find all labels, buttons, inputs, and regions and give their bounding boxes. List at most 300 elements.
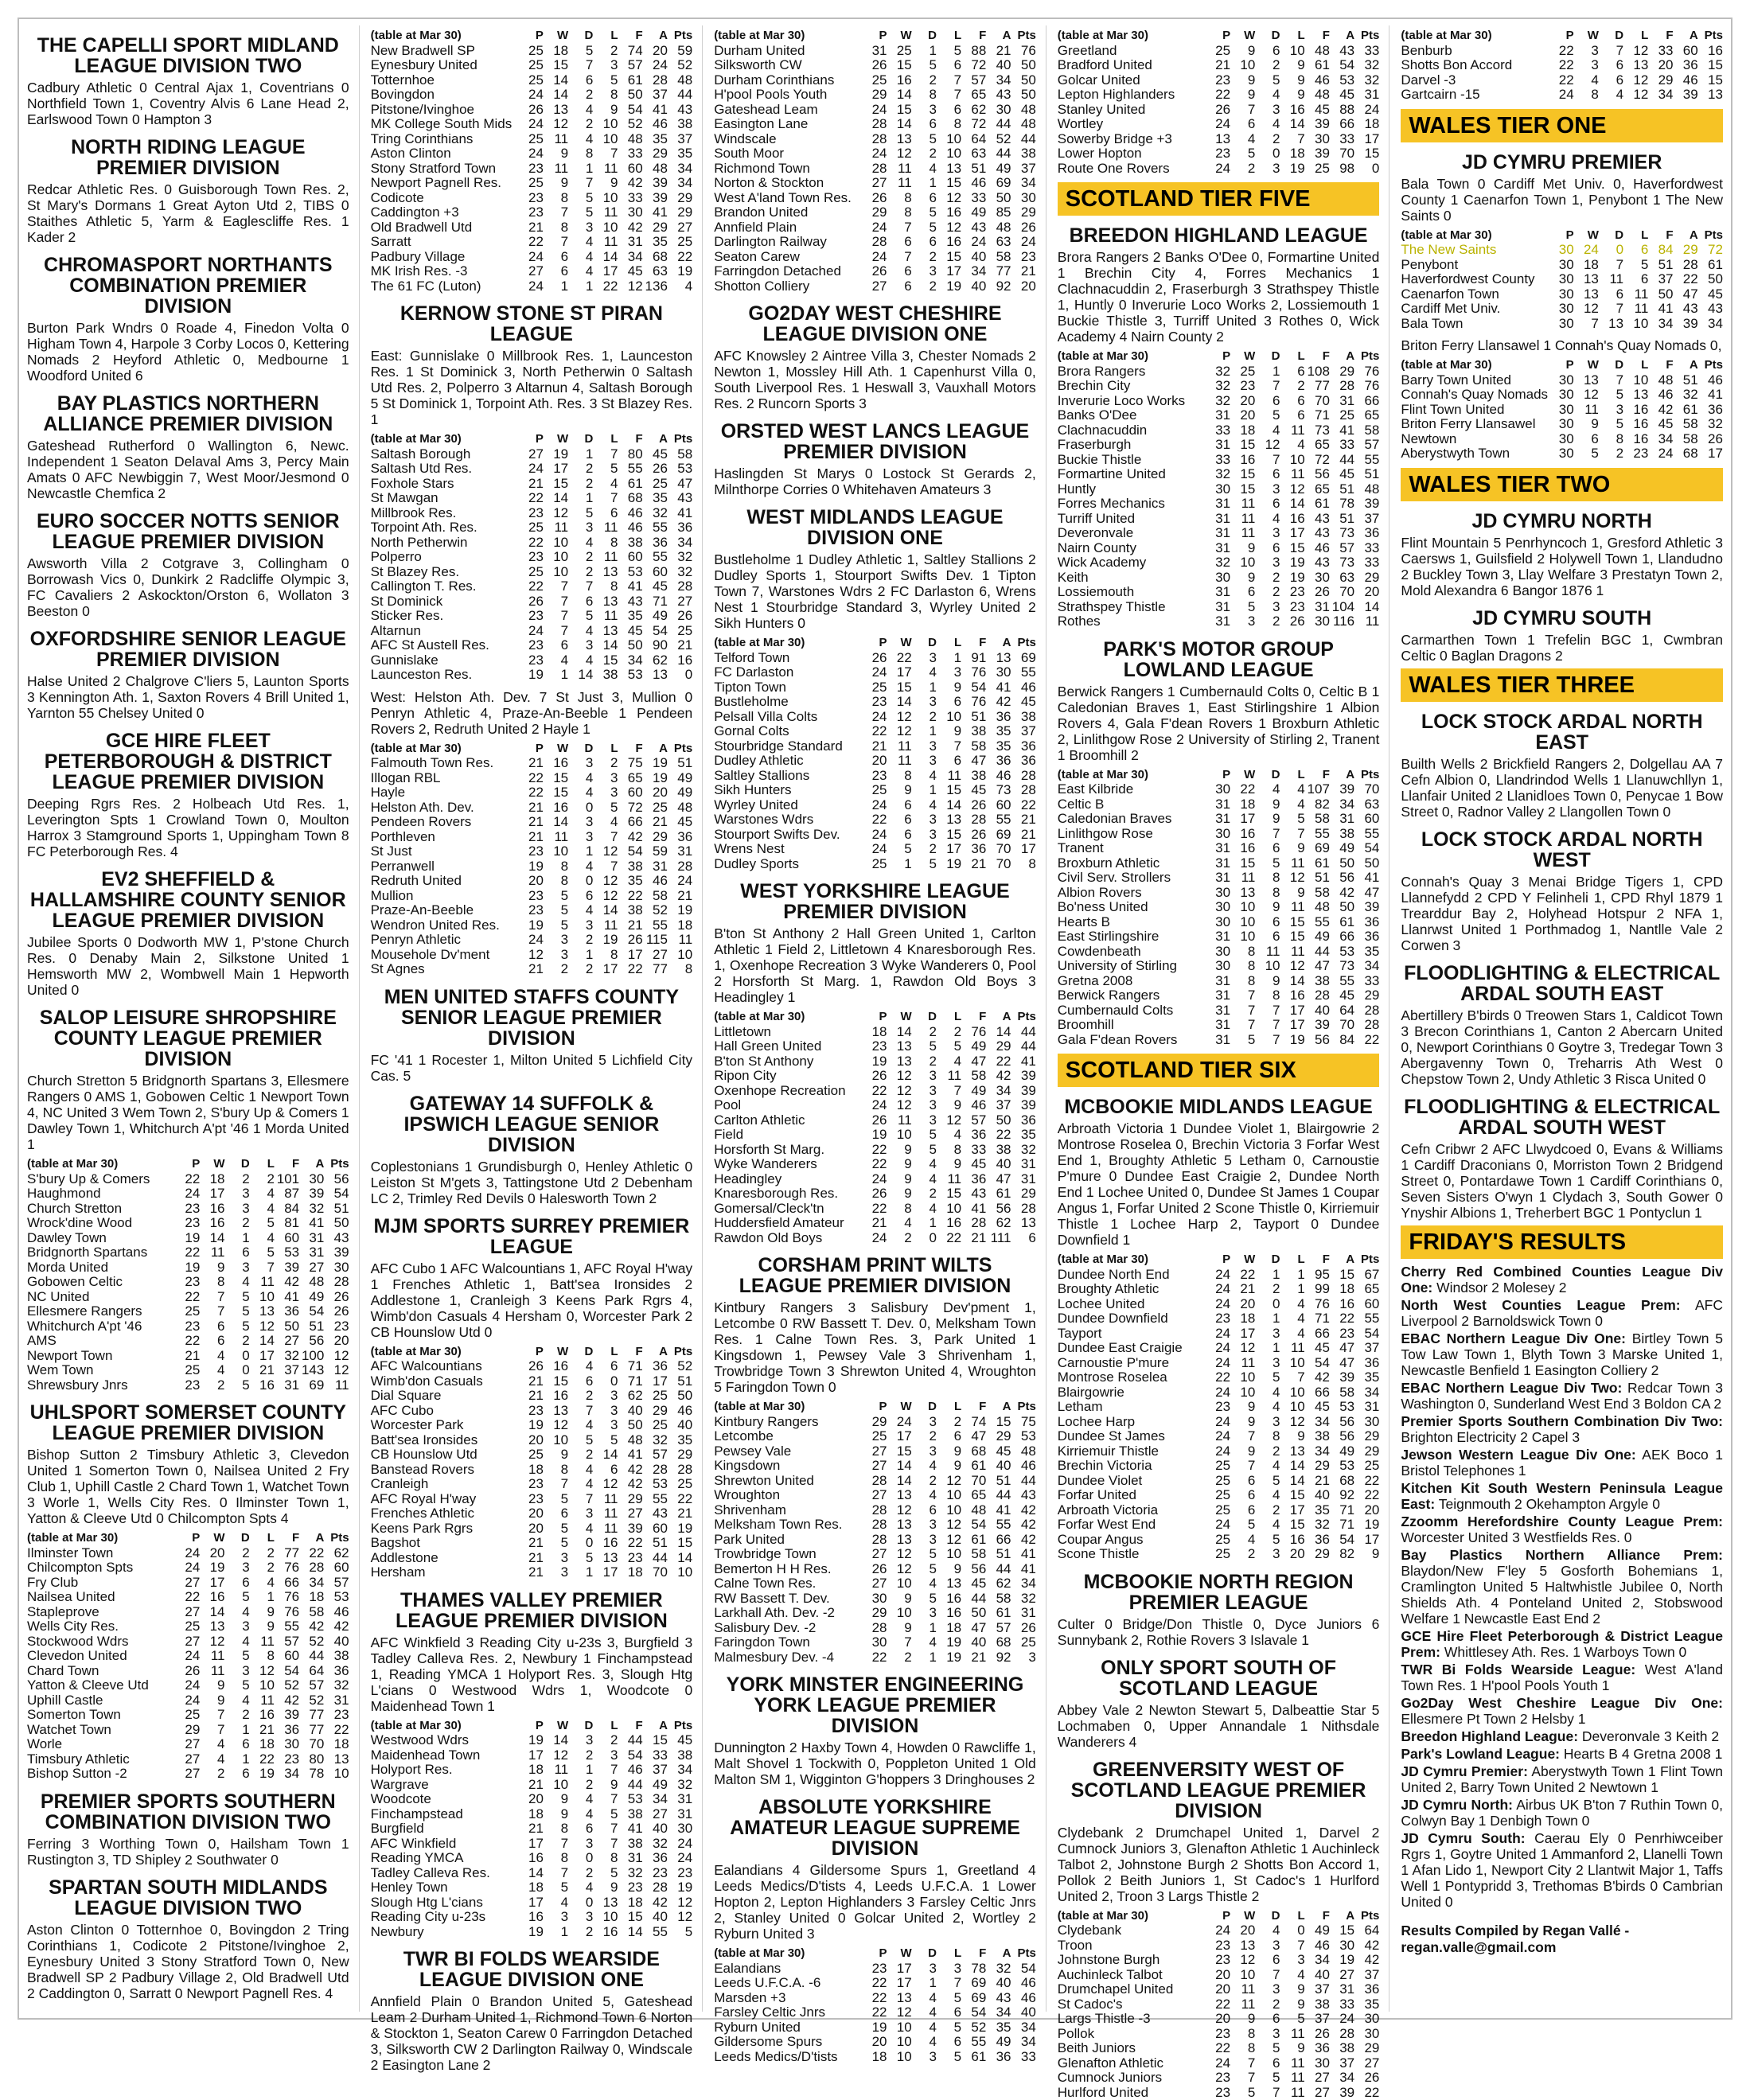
stat-cell: 24 bbox=[862, 828, 887, 843]
stat-cell: 3 bbox=[544, 1910, 568, 1925]
stat-cell: 49 bbox=[299, 1290, 324, 1305]
stat-cell: 26 bbox=[862, 191, 887, 206]
stat-cell: 5 bbox=[937, 1991, 961, 2006]
header-w: W bbox=[200, 1157, 224, 1172]
stat-cell: 9 bbox=[1230, 73, 1255, 88]
stat-cell: 24 bbox=[1206, 1297, 1230, 1312]
stat-cell: 5 bbox=[225, 1649, 250, 1664]
stat-cell: 10 bbox=[937, 710, 961, 725]
stat-cell: 6 bbox=[225, 1737, 250, 1752]
team-name: Calne Town Res. bbox=[714, 1576, 862, 1592]
header-d: D bbox=[568, 1345, 593, 1360]
stat-cell: 21 bbox=[1230, 1282, 1255, 1297]
stat-cell: 40 bbox=[324, 1634, 349, 1650]
league-table bbox=[27, 1531, 349, 1782]
stat-cell: 27 bbox=[862, 1459, 887, 1474]
stat-cell: 22 bbox=[986, 1128, 1011, 1143]
header-p: P bbox=[519, 29, 544, 44]
friday-scores: Brighton Electricity 2 Capel 3 bbox=[1401, 1429, 1580, 1445]
stat-cell: 17 bbox=[593, 264, 618, 279]
stat-cell: 21 bbox=[519, 220, 544, 236]
header-f: F bbox=[961, 29, 986, 44]
league-heading: THAMES VALLEY PREMIER LEAGUE PREMIER DIVISION bbox=[371, 1590, 693, 1631]
stat-cell: 40 bbox=[1305, 1968, 1330, 1983]
table-row bbox=[714, 651, 1036, 666]
stat-cell: 9 bbox=[887, 1621, 912, 1636]
stat-cell: 61 bbox=[618, 73, 643, 88]
stat-cell: 42 bbox=[986, 695, 1011, 710]
stat-cell: 21 bbox=[862, 1216, 887, 1231]
stat-cell: 37 bbox=[643, 1763, 668, 1778]
stat-cell: 11 bbox=[1280, 2056, 1305, 2071]
stat-cell: 55 bbox=[1305, 915, 1330, 930]
table-row bbox=[371, 801, 693, 816]
stat-cell: 11 bbox=[1280, 423, 1305, 438]
stat-cell: 31 bbox=[862, 44, 887, 59]
stat-cell: 9 bbox=[887, 1186, 912, 1202]
stat-cell: 62 bbox=[961, 103, 986, 118]
team-name: Worle bbox=[27, 1737, 175, 1752]
stat-cell: 76 bbox=[961, 665, 986, 680]
table-row bbox=[714, 1084, 1036, 1099]
stat-cell: 9 bbox=[887, 783, 912, 798]
stat-cell: 31 bbox=[1206, 585, 1230, 600]
stat-cell: 8 bbox=[887, 191, 912, 206]
stat-cell: 22 bbox=[1206, 2041, 1230, 2056]
stat-cell: 30 bbox=[1354, 2027, 1379, 2042]
stat-cell: 5 bbox=[544, 1536, 568, 1551]
table-row bbox=[714, 279, 1036, 294]
stat-cell: 29 bbox=[862, 205, 887, 220]
table-row bbox=[1058, 1415, 1380, 1430]
stat-cell: 12 bbox=[1280, 959, 1305, 974]
stat-cell: 31 bbox=[1354, 88, 1379, 103]
table-row bbox=[1401, 58, 1723, 73]
stat-cell: 101 bbox=[275, 1172, 299, 1187]
stat-cell: 21 bbox=[519, 962, 544, 977]
results-text: B'ton St Anthony 2 Hall Green United 1, Carlton Athletic 1 Field 2, Littletown 4 Knaresborough Res. 1, Oxenhope Recreation 3 Wyke Wanderers 0, Pool 2 Horsforth St Marg. 1, Rawdon Old Boys 3 Headingley 1 bbox=[714, 925, 1036, 1005]
stat-cell: 75 bbox=[1011, 1415, 1036, 1430]
stat-cell: 30 bbox=[862, 1592, 887, 1607]
stat-cell: 22 bbox=[519, 771, 544, 786]
team-name: Farsley Celtic Jnrs bbox=[714, 2005, 862, 2020]
league-heading: CHROMASPORT NORTHANTS COMBINATION PREMIER DIVISION bbox=[27, 255, 349, 317]
stat-cell: 2 bbox=[568, 117, 593, 132]
stat-cell: 36 bbox=[668, 520, 692, 536]
stat-cell: 24 bbox=[175, 1186, 200, 1202]
stat-cell: 10 bbox=[593, 132, 618, 147]
stat-cell: 18 bbox=[1230, 797, 1255, 812]
stat-cell: 3 bbox=[1230, 614, 1255, 629]
stat-cell: 2 bbox=[250, 1172, 275, 1187]
table-row bbox=[371, 844, 693, 859]
stat-cell: 43 bbox=[1305, 526, 1330, 541]
table-row bbox=[27, 1708, 349, 1723]
stat-cell: 50 bbox=[1330, 856, 1354, 871]
results-text: AFC Winkfield 3 Reading City u-23s 3, Burgfield 3 Tadley Calleva Res. 2, Newbury 1 Finchampstead 1, Reading YMCA 1 Holyport Res. 3, Slough Htg L'cians 0 Westwood Wdrs 1, Woodcote 0 Maidenhead Town 1 bbox=[371, 1634, 693, 1714]
stat-cell: 4 bbox=[912, 1202, 937, 1217]
stat-cell: 15 bbox=[1698, 73, 1723, 88]
stat-cell: 3 bbox=[225, 1186, 250, 1202]
stat-cell: 25 bbox=[668, 235, 692, 250]
table-row bbox=[1058, 132, 1380, 147]
league-heading: GREENVERSITY WEST OF SCOTLAND LEAGUE PREMIER DIVISION bbox=[1058, 1759, 1380, 1821]
stat-cell: 29 bbox=[862, 1606, 887, 1621]
stat-cell: 7 bbox=[200, 1708, 224, 1723]
table-row bbox=[371, 1374, 693, 1389]
stat-cell: 32 bbox=[1206, 467, 1230, 482]
stat-cell: 9 bbox=[1230, 541, 1255, 556]
stat-cell: 19 bbox=[937, 1650, 961, 1666]
stat-cell: 6 bbox=[887, 279, 912, 294]
team-name: S'bury Up & Comers bbox=[27, 1172, 175, 1187]
team-name: Dundee St James bbox=[1058, 1429, 1206, 1444]
stat-cell: 42 bbox=[1011, 1503, 1036, 1518]
header-f: F bbox=[618, 1719, 643, 1734]
team-name: Scone Thistle bbox=[1058, 1547, 1206, 1562]
league-heading: GO2DAY WEST CHESHIRE LEAGUE DIVISION ONE bbox=[714, 303, 1036, 345]
stat-cell: 16 bbox=[1623, 432, 1648, 447]
stat-cell: 46 bbox=[618, 1763, 643, 1778]
stat-cell: 53 bbox=[618, 668, 643, 683]
table-header-row bbox=[371, 1345, 693, 1360]
league-heading: BAY PLASTICS NORTHERN ALLIANCE PREMIER DIVISION bbox=[27, 393, 349, 434]
team-name: South Moor bbox=[714, 146, 862, 162]
stat-cell: 2 bbox=[568, 1925, 593, 1940]
stat-cell: 23 bbox=[1230, 379, 1255, 394]
table-row bbox=[371, 279, 693, 294]
stat-cell: 34 bbox=[1330, 797, 1354, 812]
stat-cell: 39 bbox=[618, 1521, 643, 1537]
stat-cell: 28 bbox=[862, 117, 887, 132]
stat-cell: 7 bbox=[593, 859, 618, 875]
stat-cell: 41 bbox=[1354, 871, 1379, 886]
stat-cell: 22 bbox=[618, 1536, 643, 1551]
table-row bbox=[27, 1290, 349, 1305]
table-row bbox=[27, 1363, 349, 1378]
stat-cell: 14 bbox=[1280, 1474, 1305, 1489]
stat-cell: 51 bbox=[668, 756, 692, 771]
table-row bbox=[1058, 146, 1380, 162]
stat-cell: 45 bbox=[986, 1444, 1011, 1459]
team-name: Connah's Quay Nomads bbox=[1401, 388, 1549, 403]
stat-cell: 12 bbox=[544, 1418, 568, 1433]
stat-cell: 25 bbox=[643, 1389, 668, 1404]
table-row bbox=[371, 235, 693, 250]
header-d: D bbox=[1255, 29, 1280, 44]
header-d: D bbox=[225, 1157, 250, 1172]
stat-cell: 4 bbox=[1255, 1385, 1280, 1401]
header-a: A bbox=[1330, 349, 1354, 364]
table-row bbox=[1058, 2041, 1380, 2056]
stat-cell: 29 bbox=[1354, 2041, 1379, 2056]
league-table bbox=[714, 1946, 1036, 2064]
stat-cell: 33 bbox=[1206, 423, 1230, 438]
stat-cell: 9 bbox=[1280, 1429, 1305, 1444]
stat-cell: 19 bbox=[1354, 1518, 1379, 1533]
stat-cell: 10 bbox=[544, 536, 568, 551]
team-name: Dundee Violet bbox=[1058, 1474, 1206, 1489]
stat-cell: 2 bbox=[225, 1216, 250, 1231]
stat-cell: 2 bbox=[912, 1025, 937, 1040]
stat-cell: 28 bbox=[1305, 988, 1330, 1003]
stat-cell: 10 bbox=[668, 1565, 692, 1580]
stat-cell: 28 bbox=[643, 1463, 668, 1478]
header-w: W bbox=[544, 742, 568, 757]
stat-cell: 16 bbox=[1280, 988, 1305, 1003]
stat-cell: 25 bbox=[1206, 1547, 1230, 1562]
team-name: Leeds Medics/D'tists bbox=[714, 2050, 862, 2065]
stat-cell: 42 bbox=[1354, 1938, 1379, 1954]
table-row bbox=[371, 132, 693, 147]
team-name: Headingley bbox=[714, 1172, 862, 1187]
stat-cell: 57 bbox=[643, 1447, 668, 1463]
stat-cell: 31 bbox=[1354, 1400, 1379, 1415]
team-name: Seaton Carew bbox=[714, 250, 862, 265]
stat-cell: 23 bbox=[1330, 1327, 1354, 1342]
team-name: Codicote bbox=[371, 191, 519, 206]
team-name: Carnoustie P'mure bbox=[1058, 1356, 1206, 1371]
stat-cell: 2 bbox=[937, 1415, 961, 1430]
stat-cell: 14 bbox=[593, 1447, 618, 1463]
team-name: Kirriemuir Thistle bbox=[1058, 1444, 1206, 1459]
stat-cell: 15 bbox=[643, 1733, 668, 1748]
stat-cell: 7 bbox=[887, 250, 912, 265]
friday-league: JD Cymru South: bbox=[1401, 1830, 1525, 1846]
stat-cell: 12 bbox=[1623, 73, 1648, 88]
stat-cell: 50 bbox=[1011, 73, 1036, 88]
stat-cell: 69 bbox=[1305, 841, 1330, 856]
stat-cell: 18 bbox=[1354, 117, 1379, 132]
stat-cell: 90 bbox=[643, 638, 668, 653]
table-row bbox=[714, 1592, 1036, 1607]
stat-cell: 7 bbox=[937, 1084, 961, 1099]
stat-cell: 21 bbox=[519, 815, 544, 830]
league-table bbox=[1058, 29, 1380, 176]
stat-cell: 34 bbox=[1330, 2071, 1354, 2086]
stat-cell: 34 bbox=[668, 536, 692, 551]
stat-cell: 10 bbox=[1230, 1385, 1255, 1401]
header-d: D bbox=[1599, 29, 1623, 44]
stat-cell: 1 bbox=[912, 680, 937, 695]
stat-cell: 10 bbox=[887, 1606, 912, 1621]
stat-cell: 25 bbox=[1206, 1533, 1230, 1548]
table-row bbox=[1058, 929, 1380, 945]
header-a: A bbox=[643, 1345, 668, 1360]
stat-cell: 53 bbox=[1330, 945, 1354, 960]
table-header-row bbox=[371, 742, 693, 757]
team-name: Route One Rovers bbox=[1058, 162, 1206, 177]
stat-cell: 11 bbox=[1280, 2071, 1305, 2086]
team-name: Auchinleck Talbot bbox=[1058, 1968, 1206, 1983]
stat-cell: 95 bbox=[1305, 1268, 1330, 1283]
header-pts: Pts bbox=[1011, 1946, 1036, 1962]
stat-cell: 14 bbox=[593, 638, 618, 653]
stat-cell: 19 bbox=[862, 1128, 887, 1143]
table-row bbox=[371, 609, 693, 624]
stat-cell: 32 bbox=[618, 1866, 643, 1881]
stat-cell: 56 bbox=[1305, 1033, 1330, 1048]
team-name: Sticker Res. bbox=[371, 609, 519, 624]
stat-cell: 3 bbox=[912, 1606, 937, 1621]
team-name: Uphill Castle bbox=[27, 1693, 175, 1708]
team-name: Barry Town United bbox=[1401, 373, 1549, 388]
stat-cell: 5 bbox=[1623, 258, 1648, 273]
stat-cell: 25 bbox=[1206, 1488, 1230, 1503]
stat-cell: 116 bbox=[1330, 614, 1354, 629]
stat-cell: 31 bbox=[643, 859, 668, 875]
table-header-row bbox=[1058, 349, 1380, 364]
stat-cell: 24 bbox=[1549, 88, 1573, 103]
stat-cell: 68 bbox=[961, 1444, 986, 1459]
stat-cell: 11 bbox=[1280, 1341, 1305, 1356]
table-row bbox=[1058, 1533, 1380, 1548]
stat-cell: 13 bbox=[593, 1895, 618, 1911]
stat-cell: 30 bbox=[1549, 446, 1573, 462]
results-text: Briton Ferry Llansawel 1 Connah's Quay Nomads 0, bbox=[1401, 337, 1723, 353]
header-label: (table at Mar 30) bbox=[1058, 768, 1206, 783]
stat-cell: 26 bbox=[862, 1562, 887, 1577]
stat-cell: 28 bbox=[862, 235, 887, 250]
stat-cell: 51 bbox=[668, 1374, 692, 1389]
stat-cell: 27 bbox=[175, 1605, 200, 1620]
stat-cell: 39 bbox=[1354, 497, 1379, 512]
stat-cell: 43 bbox=[1305, 512, 1330, 527]
stat-cell: 26 bbox=[1354, 2071, 1379, 2086]
stat-cell: 77 bbox=[275, 1546, 299, 1561]
stat-cell: 4 bbox=[568, 1880, 593, 1895]
stat-cell: 10 bbox=[544, 550, 568, 565]
stat-cell: 12 bbox=[250, 1319, 275, 1334]
team-name: Warstones Wdrs bbox=[714, 812, 862, 828]
stat-cell: 11 bbox=[1230, 512, 1255, 527]
table-row bbox=[1058, 394, 1380, 409]
stat-cell: 18 bbox=[1574, 258, 1599, 273]
results-text: Builth Wells 2 Brickfield Rangers 2, Dolgellau AA 7 Cefn Albion 0, Llandrindod Wells 1 Llanuwchllyn 1, Llanfair United 2 Llanidloes Town 0, Penycae 1 Bow Street 0, Radnor Valley 2 Llangollen Town 0 bbox=[1401, 756, 1723, 820]
stat-cell: 61 bbox=[961, 1459, 986, 1474]
table-row bbox=[1058, 2012, 1380, 2027]
stat-cell: 30 bbox=[1354, 2012, 1379, 2027]
stat-cell: 41 bbox=[961, 1202, 986, 1217]
stat-cell: 25 bbox=[175, 1708, 200, 1723]
stat-cell: 6 bbox=[544, 638, 568, 653]
table-row bbox=[371, 520, 693, 536]
team-name: Richmond Town bbox=[714, 162, 862, 177]
team-name: Foxhole Stars bbox=[371, 477, 519, 492]
stat-cell: 15 bbox=[986, 1415, 1011, 1430]
stat-cell: 39 bbox=[1305, 146, 1330, 162]
stat-cell: 51 bbox=[961, 710, 986, 725]
stat-cell: 23 bbox=[519, 889, 544, 904]
team-name: Lepton Highlanders bbox=[1058, 88, 1206, 103]
header-f: F bbox=[1305, 1909, 1330, 1924]
team-name: Pelsall Villa Colts bbox=[714, 710, 862, 725]
stat-cell: 17 bbox=[544, 462, 568, 477]
stat-cell: 36 bbox=[1354, 915, 1379, 930]
stat-cell: 22 bbox=[519, 785, 544, 801]
stat-cell: 47 bbox=[1330, 1341, 1354, 1356]
stat-cell: 39 bbox=[1330, 782, 1354, 797]
stat-cell: 15 bbox=[937, 250, 961, 265]
table-row bbox=[371, 962, 693, 977]
stat-cell: 29 bbox=[643, 146, 668, 162]
stat-cell: 4 bbox=[568, 1359, 593, 1374]
stat-cell: 10 bbox=[1230, 915, 1255, 930]
stat-cell: 64 bbox=[1330, 1003, 1354, 1019]
stat-cell: 53 bbox=[618, 565, 643, 580]
team-name: Shrivenham bbox=[714, 1503, 862, 1518]
header-d: D bbox=[1255, 768, 1280, 783]
stat-cell: 4 bbox=[1599, 88, 1623, 103]
header-pts: Pts bbox=[1698, 29, 1723, 44]
table-row bbox=[27, 1216, 349, 1231]
stat-cell: 10 bbox=[1280, 453, 1305, 468]
stat-cell: 58 bbox=[668, 447, 692, 462]
stat-cell: 9 bbox=[887, 1157, 912, 1172]
stat-cell: 10 bbox=[937, 1547, 961, 1562]
stat-cell: 6 bbox=[568, 889, 593, 904]
team-name: Woodcote bbox=[371, 1792, 519, 1807]
stat-cell: 20 bbox=[1354, 1503, 1379, 1518]
stat-cell: 5 bbox=[912, 58, 937, 73]
stat-cell: 8 bbox=[593, 948, 618, 963]
stat-cell: 15 bbox=[887, 680, 912, 695]
results-text: Ferring 3 Worthing Town 0, Hailsham Town 1 Rustington 3, TD Shipley 2 Southwater 0 bbox=[27, 1836, 349, 1868]
stat-cell: 15 bbox=[1354, 146, 1379, 162]
stat-cell: 0 bbox=[568, 1851, 593, 1866]
stat-cell: 7 bbox=[568, 58, 593, 73]
stat-cell: 5 bbox=[912, 1592, 937, 1607]
stat-cell: 71 bbox=[1305, 1311, 1330, 1327]
table-row bbox=[1058, 2086, 1380, 2100]
team-name: Ellesmere Rangers bbox=[27, 1304, 175, 1319]
stat-cell: 4 bbox=[1574, 73, 1599, 88]
stat-cell: 1 bbox=[568, 491, 593, 506]
header-pts: Pts bbox=[1354, 768, 1379, 783]
stat-cell: 6 bbox=[1280, 408, 1305, 423]
stat-cell: 13 bbox=[1230, 1938, 1255, 1954]
stat-cell: 63 bbox=[961, 146, 986, 162]
table-row bbox=[27, 1560, 349, 1576]
stat-cell: 11 bbox=[887, 162, 912, 177]
stat-cell: 2 bbox=[1255, 132, 1280, 147]
stat-cell: 43 bbox=[668, 103, 692, 118]
table-row bbox=[714, 117, 1036, 132]
stat-cell: 13 bbox=[1574, 272, 1599, 287]
table-row bbox=[714, 2005, 1036, 2020]
stat-cell: 13 bbox=[593, 624, 618, 639]
friday-league: Jewson Western League Div One: bbox=[1401, 1447, 1635, 1463]
table-row bbox=[1058, 555, 1380, 571]
team-name: Darlington Railway bbox=[714, 235, 862, 250]
stat-cell: 9 bbox=[544, 146, 568, 162]
header-a: A bbox=[643, 29, 668, 44]
stat-cell: 25 bbox=[643, 477, 668, 492]
stat-cell: 4 bbox=[568, 235, 593, 250]
stat-cell: 5 bbox=[544, 1492, 568, 1507]
stat-cell: 22 bbox=[618, 889, 643, 904]
stat-cell: 25 bbox=[643, 801, 668, 816]
header-p: P bbox=[1549, 228, 1573, 244]
league-heading: WEST MIDLANDS LEAGUE DIVISION ONE bbox=[714, 507, 1036, 548]
stat-cell: 17 bbox=[937, 842, 961, 857]
stat-cell: 22 bbox=[299, 1546, 324, 1561]
stat-cell: 7 bbox=[568, 1492, 593, 1507]
table-row bbox=[371, 1447, 693, 1463]
header-p: P bbox=[1206, 29, 1230, 44]
stat-cell: 30 bbox=[1549, 302, 1573, 317]
stat-cell: 61 bbox=[1698, 258, 1723, 273]
